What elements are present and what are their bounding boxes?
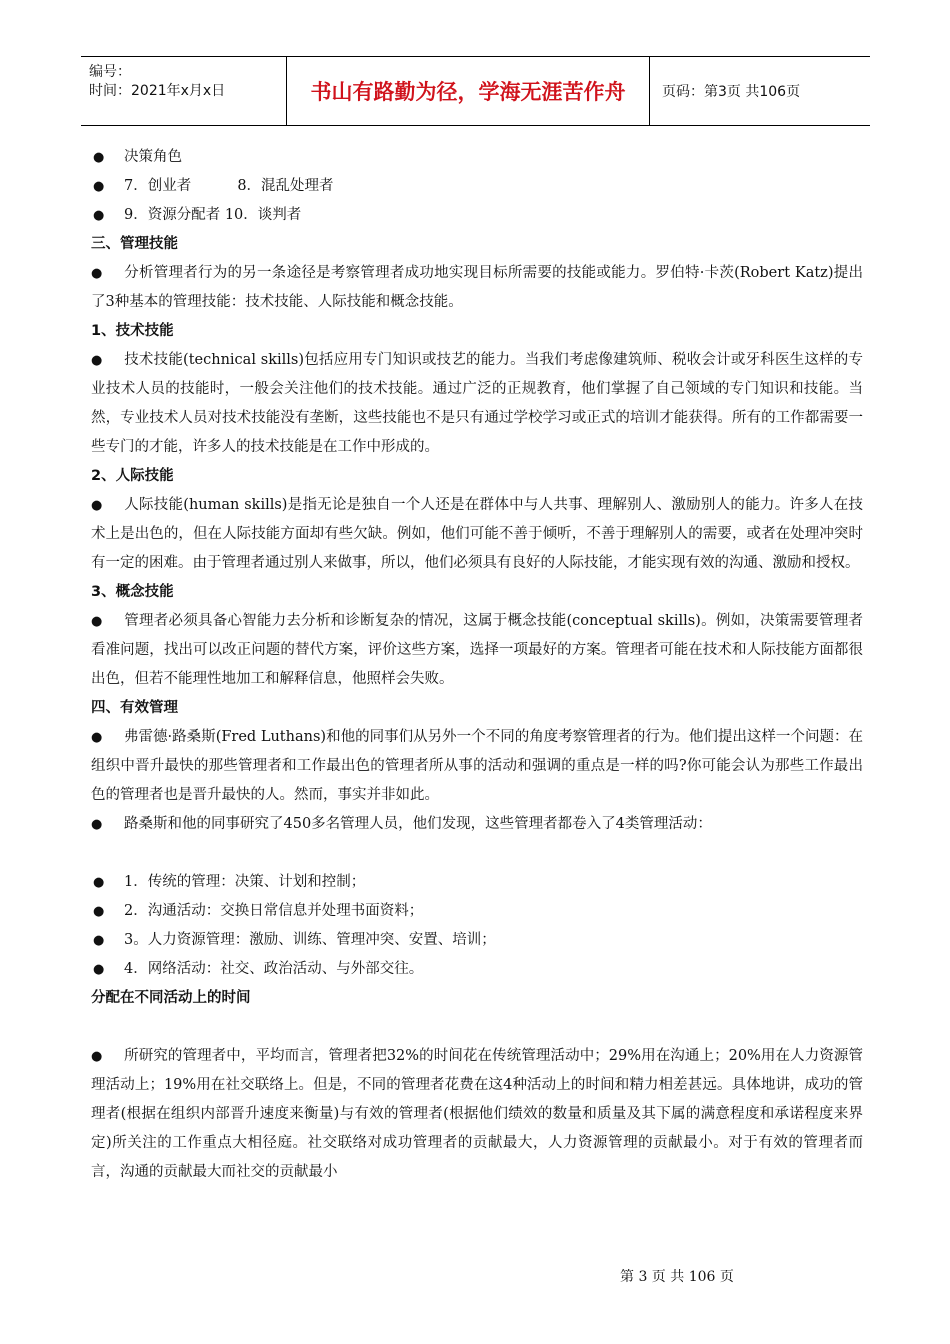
page-header <box>81 56 870 126</box>
header-meta <box>81 57 286 125</box>
paragraph: ● 分析管理者行为的另一条途径是考察管理者成功地实现目标所需要的技能或能力。罗伯特·卡茨(Robert Katz)提出了3种基本的管理技能：技术技能、人际技能和概念技能。 <box>91 259 863 317</box>
list-item: ● 1．传统的管理：决策、计划和控制； <box>91 868 863 897</box>
paragraph: ● 弗雷德·路桑斯(Fred Luthans)和他的同事们从另外一个不同的角度考察管理者的行为。他们提出这样一个问题：在组织中晋升最快的那些管理者和工作最出色的管理者所从事的活动和强调的重点是一样的吗?你可能会认为那些工作最出色的管理者也是晋升最快的人。然而，事实并非如此。 <box>91 723 863 810</box>
bullet-icon: ● <box>93 904 105 919</box>
paragraph: ● 路桑斯和他的同事研究了450多名管理人员，他们发现，这些管理者都卷入了4类管理活动： <box>91 810 863 839</box>
page-footer: 第 3 页 共 106 页 <box>620 1269 734 1285</box>
list-item: ● 9．资源分配者 10．谈判者 <box>91 201 863 230</box>
section-heading: 四、有效管理 <box>91 700 178 716</box>
bullet-icon: ● <box>93 208 105 223</box>
section-heading: 1、技术技能 <box>91 323 174 339</box>
bullet-icon: ● <box>91 817 103 832</box>
list-item: ● 7．创业者 8．混乱处理者 <box>91 172 863 201</box>
bullet-icon: ● <box>91 353 103 368</box>
list-item: ● 4．网络活动：社交、政治活动、与外部交往。 <box>91 955 863 984</box>
header-page-label: 页码：第3页 共106页 <box>662 84 801 100</box>
section-heading: 三、管理技能 <box>91 236 178 252</box>
paragraph: ● 管理者必须具备心智能力去分析和诊断复杂的情况，这属于概念技能(conceptual skills)。例如，决策需要管理者看准问题，找出可以改正问题的替代方案，评价这些方案，选择一项最好的方案。管理者可能在技术和人际技能方面都很出色，但若不能理性地加工和解释信息，他照样会失败。 <box>91 607 863 694</box>
spacer <box>91 1013 863 1042</box>
list-item: ● 决策角色 <box>91 143 863 172</box>
bullet-icon: ● <box>93 962 105 977</box>
paragraph: ● 人际技能(human skills)是指无论是独自一个人还是在群体中与人共事、理解别人、激励别人的能力。许多人在技术上是出色的，但在人际技能方面却有些欠缺。例如，他们可能不善于倾听，不善于理解别人的需要，或者在处理冲突时有一定的困难。由于管理者通过别人来做事，所以，他们必须具有良好的人际技能，才能实现有效的沟通、激励和授权。 <box>91 491 863 578</box>
bullet-icon: ● <box>91 266 103 281</box>
bullet-icon: ● <box>93 875 105 890</box>
bullet-icon: ● <box>91 498 103 513</box>
time-label: 时间：2021年x月x日 <box>89 83 226 99</box>
document-body <box>91 143 863 1187</box>
list-item: ● 2．沟通活动：交换日常信息并处理书面资料； <box>91 897 863 926</box>
bullet-icon: ● <box>93 179 105 194</box>
bullet-icon: ● <box>91 614 103 629</box>
paragraph: ● 所研究的管理者中，平均而言，管理者把32%的时间花在传统管理活动中；29%用在沟通上；20%用在人力资源管理活动上；19%用在社交联络上。但是，不同的管理者花费在这4种活动上的时间和精力相差甚远。具体地讲，成功的管理者(根据在组织内部晋升速度来衡量)与有效的管理者(根据他们绩效的数量和质量及其下属的满意程度和承诺程度来界定)所关注的工作重点大相径庭。社交联络对成功管理者的贡献最大，人力资源管理的贡献最小。对于有效的管理者而言，沟通的贡献最大而社交的贡献最小 <box>91 1042 863 1187</box>
bullet-icon: ● <box>93 150 105 165</box>
section-heading: 3、概念技能 <box>91 584 174 600</box>
section-heading: 分配在不同活动上的时间 <box>91 990 251 1006</box>
paragraph: ● 技术技能(technical skills)包括应用专门知识或技艺的能力。当我们考虑像建筑师、税收会计或牙科医生这样的专业技术人员的技能时，一般会关注他们的技术技能。通过广泛的正规教育，他们掌握了自己领域的专门知识和技能。当然，专业技术人员对技术技能没有垄断，这些技能也不是只有通过学校学习或正式的培训才能获得。所有的工作都需要一些专门的才能，许多人的技术技能是在工作中形成的。 <box>91 346 863 462</box>
section-heading: 2、人际技能 <box>91 468 174 484</box>
number-label: 编号： <box>89 64 131 80</box>
list-item: ● 3。人力资源管理：激励、训练、管理冲突、安置、培训； <box>91 926 863 955</box>
header-motto: 书山有路勤为径，学海无涯苦作舟 <box>286 57 650 125</box>
spacer <box>91 839 863 868</box>
bullet-icon: ● <box>93 933 105 948</box>
bullet-icon: ● <box>91 730 103 745</box>
bullet-icon: ● <box>91 1049 103 1064</box>
